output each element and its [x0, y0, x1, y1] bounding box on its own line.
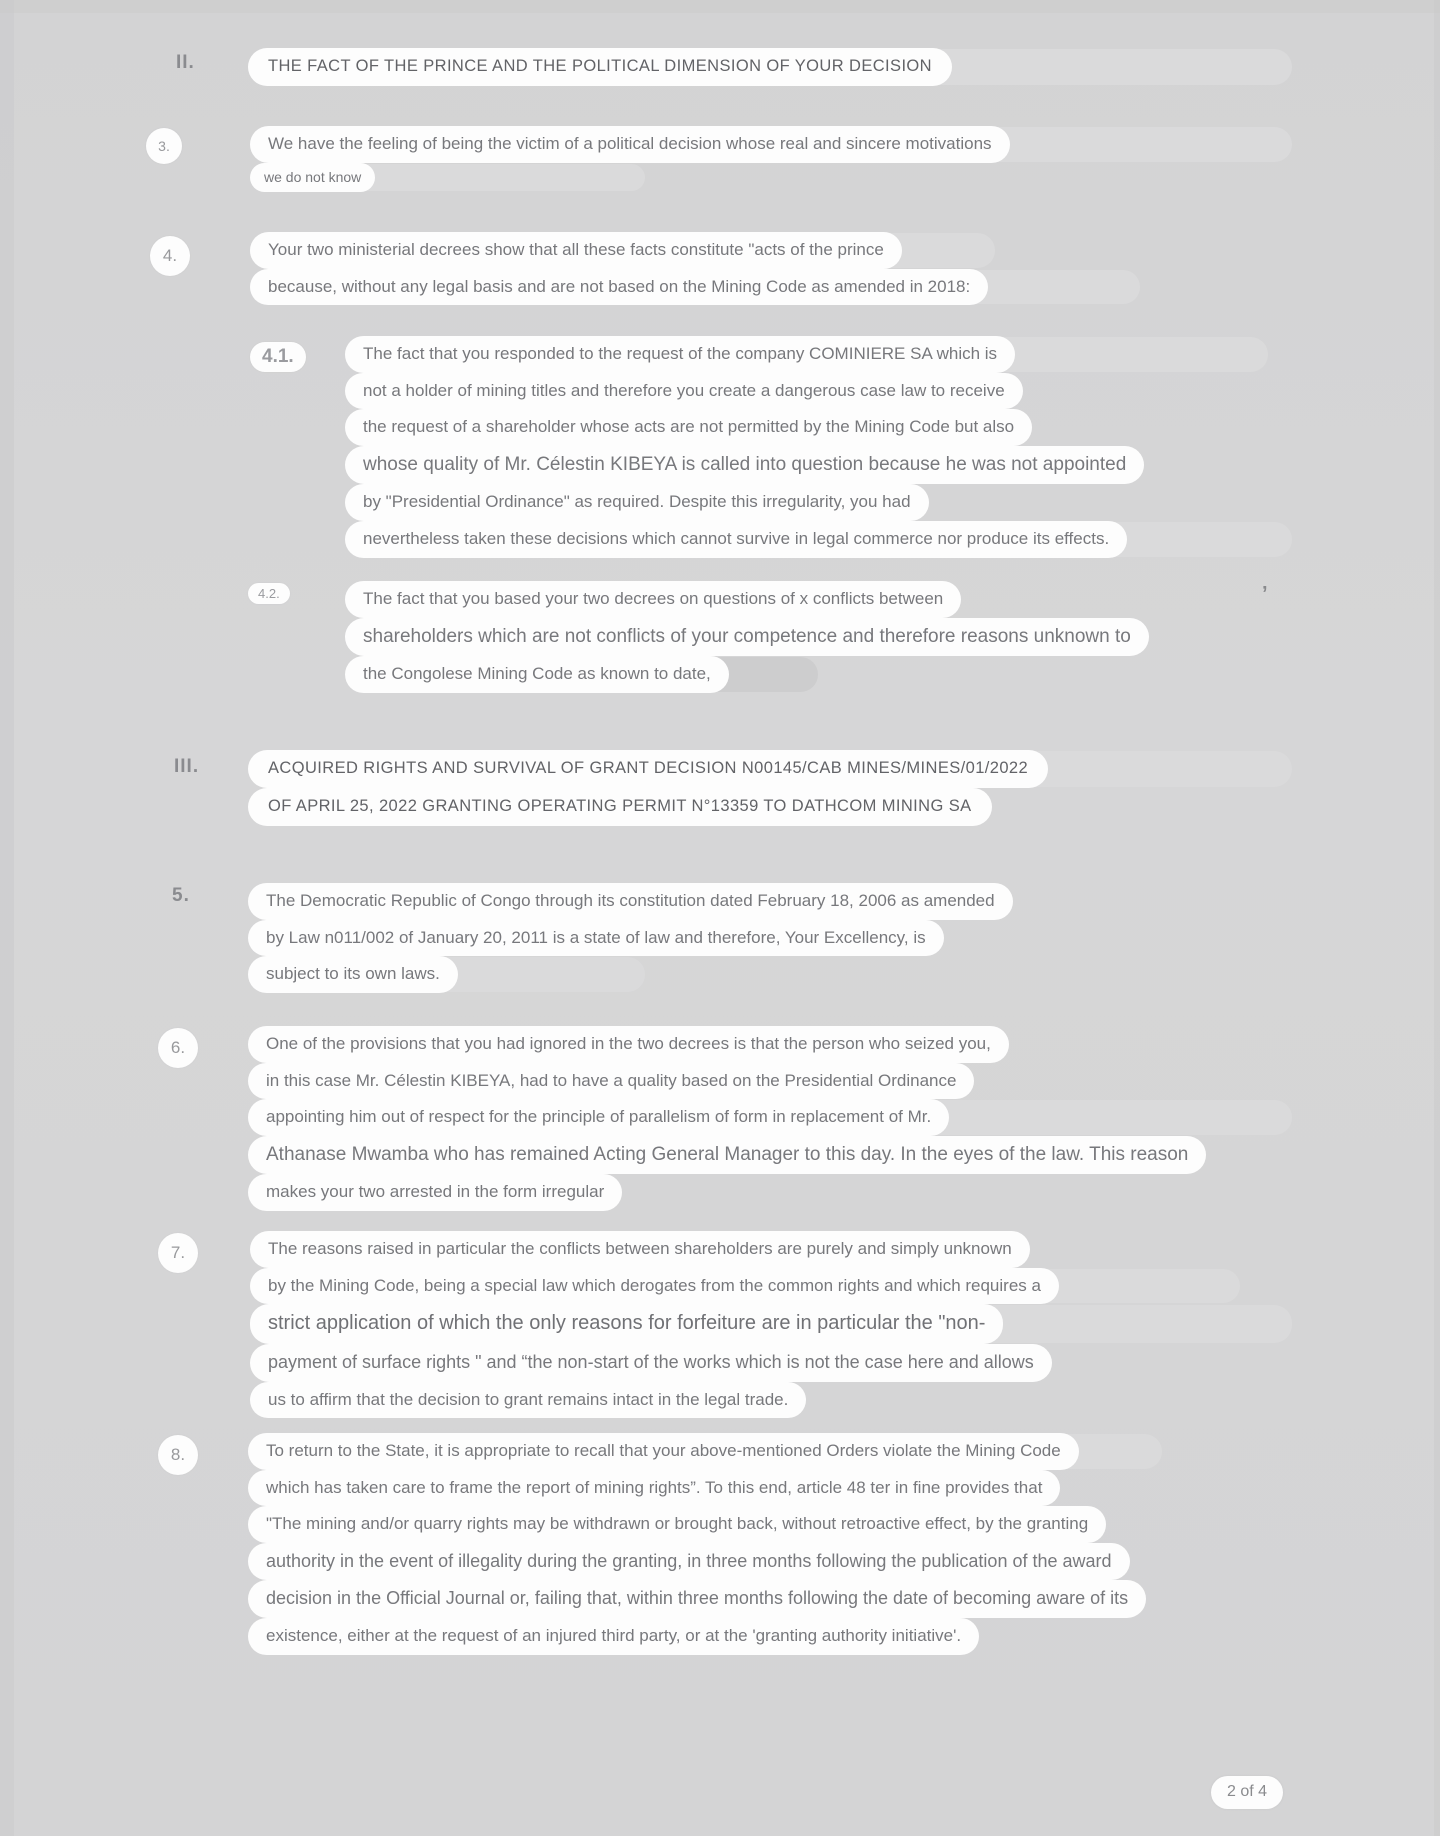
translated-text-pill: in this case Mr. Célestin KIBEYA, had to have a quality based on the Presidential Ordinance: [248, 1063, 974, 1100]
text-line: [248, 956, 1013, 993]
page-right-edge: [1434, 0, 1440, 1836]
paragraph-marker: III.: [174, 756, 200, 777]
paragraph-marker: 8.: [158, 1435, 198, 1475]
paragraph-lines: [248, 48, 952, 86]
paragraph-marker: 3.: [146, 128, 182, 164]
text-line: [248, 1174, 1206, 1211]
text-line: [345, 336, 1144, 373]
paragraph-lines: [250, 1231, 1059, 1418]
text-line: [248, 750, 1048, 788]
paragraph-lines: [345, 336, 1144, 558]
paragraph-lines: [248, 883, 1013, 993]
translated-text-pill: Athanase Mwamba who has remained Acting General Manager to this day. In the eyes of the law. This reason: [248, 1136, 1206, 1175]
paragraph-lines: [250, 126, 1010, 192]
paragraph-lines: [345, 581, 1149, 693]
paragraph-marker: 4.: [150, 236, 190, 276]
paragraph-lines: [248, 1026, 1206, 1211]
translated-text-pill: strict application of which the only reasons for forfeiture are in particular the "non-: [250, 1304, 1003, 1344]
text-line: [248, 920, 1013, 957]
translated-text-pill: us to affirm that the decision to grant remains intact in the legal trade.: [250, 1382, 806, 1419]
translated-text-pill: we do not know: [250, 163, 375, 192]
translated-text-pill: not a holder of mining titles and therefore you create a dangerous case law to receive: [345, 373, 1023, 410]
translated-text-pill: "The mining and/or quarry rights may be withdrawn or brought back, without retroactive effect, by the granting: [248, 1506, 1106, 1543]
translated-text-pill: THE FACT OF THE PRINCE AND THE POLITICAL DIMENSION OF YOUR DECISION: [248, 48, 952, 86]
translated-text-pill: which has taken care to frame the report of mining rights”. To this end, article 48 ter in fine provides that: [248, 1470, 1060, 1507]
translated-text-pill: payment of surface rights " and “the non-start of the works which is not the case here and allows: [250, 1344, 1052, 1382]
text-line: [250, 163, 1010, 192]
translated-text-pill: The Democratic Republic of Congo through its constitution dated February 18, 2006 as amended: [248, 883, 1013, 920]
text-line: [248, 1543, 1146, 1581]
paragraph-marker: 7.: [158, 1233, 198, 1273]
text-line: [248, 1063, 1206, 1100]
paragraph-lines: [248, 1433, 1146, 1655]
translated-text-pill: makes your two arrested in the form irregular: [248, 1174, 622, 1211]
translated-text-pill: by Law n011/002 of January 20, 2011 is a state of law and therefore, Your Excellency, is: [248, 920, 944, 957]
translated-text-pill: subject to its own laws.: [248, 956, 458, 993]
translated-text-pill: existence, either at the request of an injured third party, or at the 'granting authority initiative'.: [248, 1618, 979, 1655]
translated-text-pill: authority in the event of illegality during the granting, in three months following the publication of the award: [248, 1543, 1130, 1581]
translated-text-pill: We have the feeling of being the victim of a political decision whose real and sincere motivations: [250, 126, 1010, 163]
translated-text-pill: appointing him out of respect for the principle of parallelism of form in replacement of Mr.: [248, 1099, 949, 1136]
paragraph-marker: 4.2.: [248, 583, 290, 604]
text-line: [345, 618, 1149, 657]
translated-text-pill: One of the provisions that you had ignored in the two decrees is that the person who seized you,: [248, 1026, 1009, 1063]
text-line: [248, 788, 1048, 826]
translated-text-pill: decision in the Official Journal or, failing that, within three months following the date of becoming aware of its: [248, 1580, 1146, 1618]
text-line: [248, 1470, 1146, 1507]
text-line: [250, 1382, 1059, 1419]
page-left-edge: [0, 0, 14, 1836]
text-line: [248, 1099, 1206, 1136]
translated-text-pill: The fact that you responded to the request of the company COMINIERE SA which is: [345, 336, 1015, 373]
text-line: [248, 883, 1013, 920]
text-line: [250, 1304, 1059, 1344]
text-line: [248, 48, 952, 86]
translated-text-pill: by "Presidential Ordinance" as required. Despite this irregularity, you had: [345, 484, 929, 521]
translated-text-pill: by the Mining Code, being a special law which derogates from the common rights and which requires a: [250, 1268, 1059, 1305]
text-line: [345, 373, 1144, 410]
translated-text-pill: To return to the State, it is appropriate to recall that your above-mentioned Orders violate the Mining Code: [248, 1433, 1079, 1470]
text-line: [250, 232, 988, 269]
translated-text-pill: ACQUIRED RIGHTS AND SURVIVAL OF GRANT DECISION N00145/CAB MINES/MINES/01/2022: [248, 750, 1048, 788]
text-line: [248, 1433, 1146, 1470]
text-line: [345, 484, 1144, 521]
stray-quote-mark: ’: [1262, 583, 1268, 605]
text-line: [345, 446, 1144, 485]
translated-text-pill: OF APRIL 25, 2022 GRANTING OPERATING PERMIT N°13359 TO DATHCOM MINING SA: [248, 788, 992, 826]
text-line: [250, 126, 1010, 163]
translated-text-pill: the request of a shareholder whose acts are not permitted by the Mining Code but also: [345, 409, 1032, 446]
text-line: [248, 1580, 1146, 1618]
paragraph-lines: [248, 750, 1048, 826]
text-line: [345, 521, 1144, 558]
text-line: [345, 409, 1144, 446]
text-line: [248, 1136, 1206, 1175]
page-top-edge: [0, 0, 1440, 13]
paragraph-marker: 4.1.: [250, 342, 306, 372]
translated-text-pill: shareholders which are not conflicts of your competence and therefore reasons unknown to: [345, 618, 1149, 657]
page-indicator: 2 of 4: [1211, 1776, 1283, 1809]
text-line: [250, 1344, 1059, 1382]
translated-text-pill: nevertheless taken these decisions which cannot survive in legal commerce nor produce its effects.: [345, 521, 1127, 558]
paragraph-marker: II.: [176, 52, 195, 73]
text-line: [248, 1618, 1146, 1655]
translated-text-pill: The reasons raised in particular the conflicts between shareholders are purely and simply unknown: [250, 1231, 1030, 1268]
translated-text-pill: Your two ministerial decrees show that all these facts constitute "acts of the prince: [250, 232, 902, 269]
paragraph-lines: [250, 232, 988, 305]
text-line: [248, 1506, 1146, 1543]
paragraph-marker: 6.: [158, 1028, 198, 1068]
text-line: [345, 656, 1149, 693]
translated-text-pill: The fact that you based your two decrees on questions of x conflicts between: [345, 581, 961, 618]
text-line: [250, 269, 988, 306]
text-line: [248, 1026, 1206, 1063]
translated-text-pill: because, without any legal basis and are not based on the Mining Code as amended in 2018:: [250, 269, 988, 306]
translated-text-pill: the Congolese Mining Code as known to date,: [345, 656, 729, 693]
paragraph-marker: 5.: [172, 885, 190, 906]
text-line: [250, 1268, 1059, 1305]
translated-text-pill: whose quality of Mr. Célestin KIBEYA is called into question because he was not appointed: [345, 446, 1144, 485]
text-line: [345, 581, 1149, 618]
text-line: [250, 1231, 1059, 1268]
